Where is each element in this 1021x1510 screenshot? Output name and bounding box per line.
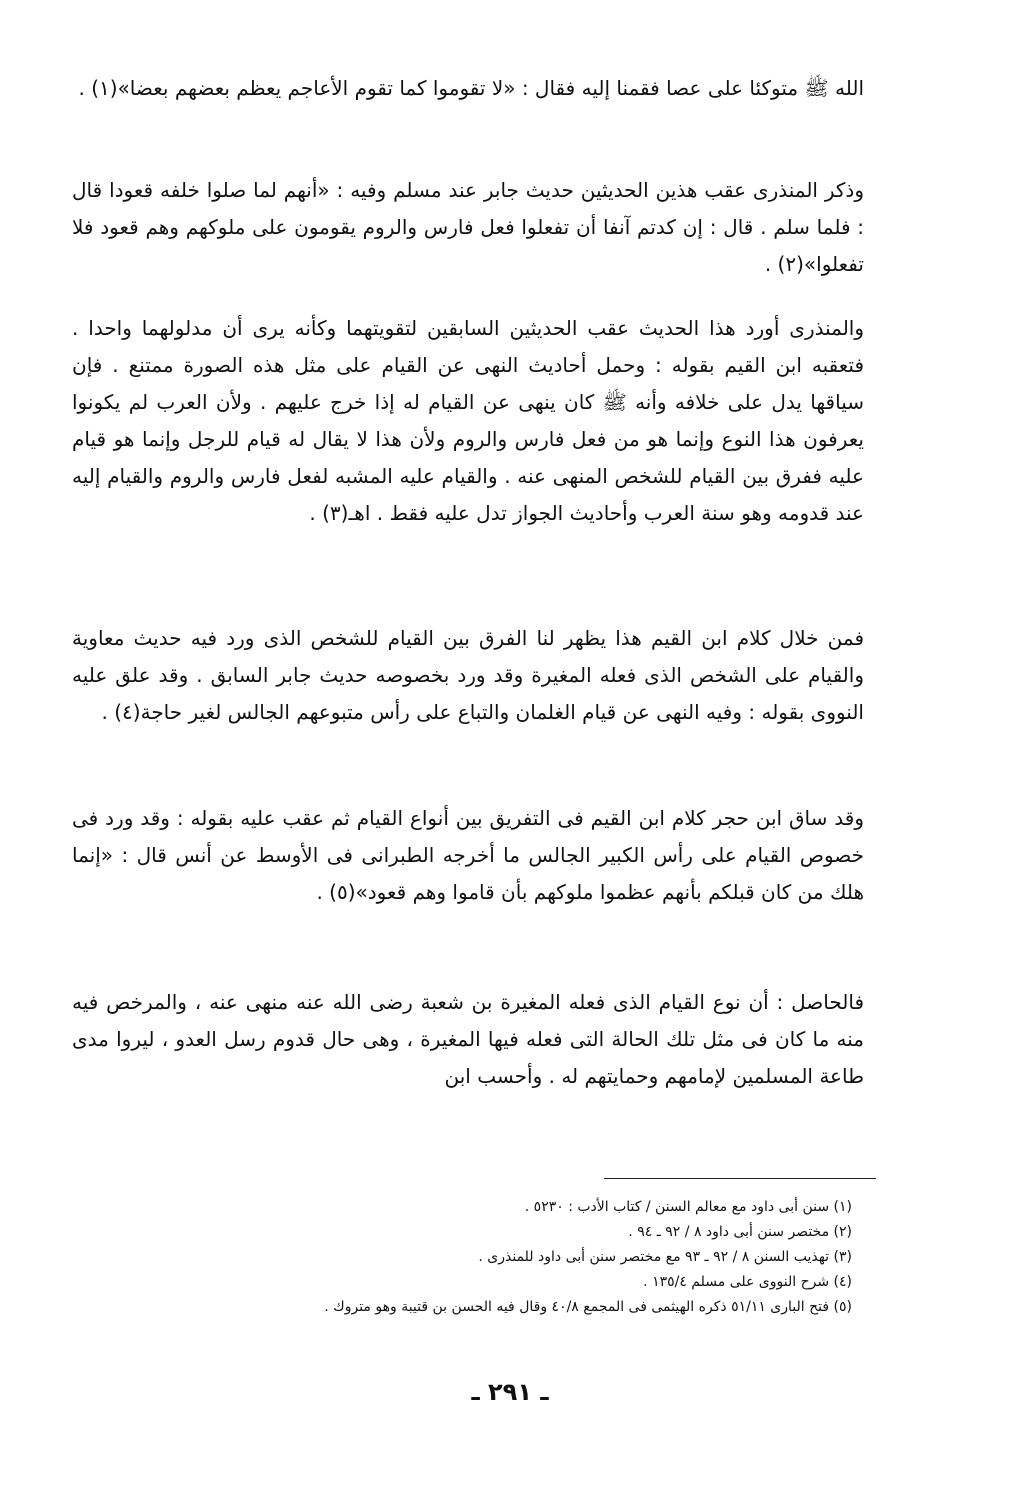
footnote-3: (٣) تهذيب السنن ٨ / ٩٢ ـ ٩٣ مع مختصر سنن أبى داود للمنذرى . [478, 1249, 852, 1265]
paragraph-3: والمنذرى أورد هذا الحديث عقب الحديثين السابقين لتقويتهما وكأنه يرى أن مدلولهما واحدا . فتعقبه ابن القيم بقوله : وحمل أحاديث النهى عن القيام على مثل هذه الصورة ممتنع . فإن سياقها يدل على خلافه وأنه ﷺ كان ينهى عن القيام له إذا خرج عليهم . ولأن العرب لم يكونوا يعرفون هذا النوع وإنما هو من فعل فارس والروم ولأن هذا لا يقال له قيام للرجل وإنما هو قيام عليه ففرق بين القيام للشخص المنهى عنه . والقيام عليه المشبه لفعل فارس والروم والقيام إليه عند قدومه وهو سنة العرب وأحاديث الجواز تدل عليه فقط . اهـ(٣) . [72, 316, 864, 525]
footnote-2: (٢) مختصر سنن أبى داود ٨ / ٩٢ ـ ٩٤ . [628, 1224, 852, 1240]
footnotes [200, 1195, 852, 1320]
paragraph-5: وقد ساق ابن حجر كلام ابن القيم فى التفريق بين أنواع القيام ثم عقب عليه بقوله : وقد ورد فى خصوص القيام على رأس الكبير الجالس ما أخرجه الطبرانى فى الأوسط عن أنس قال : «إنما هلك من كان قبلكم بأنهم عظموا ملوكهم بأن قاموا وهم قعود»(٥) . [72, 806, 864, 904]
paragraph-2: وذكر المنذرى عقب هذين الحديثين حديث جابر عند مسلم وفيه : «أنهم لما صلوا خلفه قعودا قال : فلما سلم . قال : إن كدتم آنفا أن تفعلوا فعل فارس والروم يقومون على ملوكهم وهم قعود فلا تفعلوا»(٢) . [72, 178, 864, 276]
page-number: ـ ٢٩١ ـ [471, 1378, 549, 1406]
footnote-4: (٤) شرح النووى على مسلم ١٣٥/٤ . [643, 1274, 852, 1290]
footnote-separator [604, 1178, 876, 1179]
footnote-1: (١) سنن أبى داود مع معالم السنن / كتاب الأدب : ٥٢٣٠ . [524, 1199, 852, 1215]
paragraph-1: الله ﷺ متوكئا على عصا فقمنا إليه فقال : «لا تقوموا كما تقوم الأعاجم يعظم بعضهم بعضا»(١) . [78, 76, 864, 100]
paragraph-4: فمن خلال كلام ابن القيم هذا يظهر لنا الفرق بين القيام للشخص الذى ورد فيه حديث معاوية والقيام على الشخص الذى فعله المغيرة وقد ورد بخصوصه حديث جابر السابق . وقد علق عليه النووى بقوله : وفيه النهى عن قيام الغلمان والتباع على رأس متبوعهم الجالس لغير حاجة(٤) . [72, 626, 864, 724]
footnote-5: (٥) فتح البارى ٥١/١١ ذكره الهيثمى فى المجمع ٤٠/٨ وقال فيه الحسن بن قتيبة وهو متروك . [324, 1299, 852, 1315]
paragraph-6: فالحاصل : أن نوع القيام الذى فعله المغيرة بن شعبة رضى الله عنه منهى عنه ، والمرخص فيه منه ما كان فى مثل تلك الحالة التى فعله فيها المغيرة ، وهى حال قدوم رسل العدو ، ليروا مدى طاعة المسلمين لإمامهم وحمايتهم له . وأحسب ابن [72, 990, 864, 1088]
